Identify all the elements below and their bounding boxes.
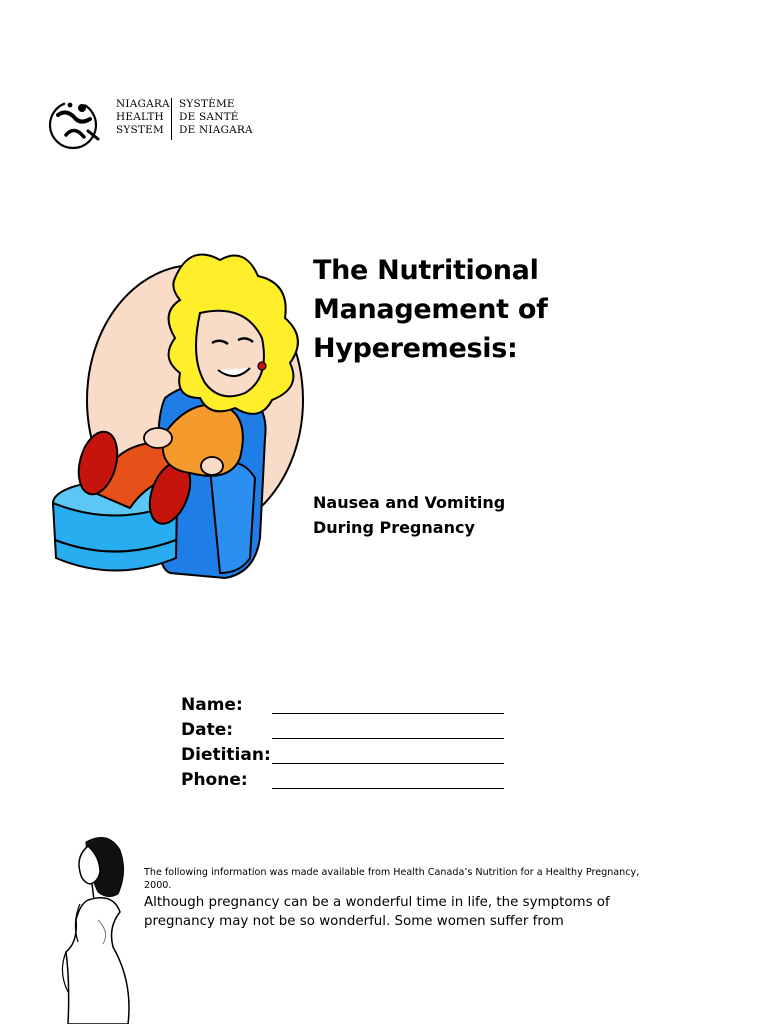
logo-line: DE SANTÉ [179, 111, 239, 123]
dietitian-field[interactable] [272, 763, 504, 764]
title-line: Management of [313, 294, 548, 325]
title-line: Hyperemesis: [313, 333, 518, 364]
logo-line: HEALTH [116, 111, 164, 123]
subtitle-line: Nausea and Vomiting [313, 493, 506, 512]
source-note: The following information was made available from Health Canada’s Nutrition for a Healthy Pregnancy, 2000. [144, 867, 640, 891]
body-paragraph: Although pregnancy can be a wonderful time in life, the symptoms of pregnancy may not be so wonderful. Some women suffer from [144, 895, 610, 929]
name-label: Name: [181, 695, 243, 715]
logo-text-english [116, 98, 170, 137]
logo-line: DE NIAGARA [179, 124, 253, 136]
logo-divider [171, 98, 172, 140]
phone-field[interactable] [272, 788, 504, 789]
title-line: The Nutritional [313, 255, 539, 286]
date-field[interactable] [272, 738, 504, 739]
pregnant-woman-profile-illustration [58, 832, 138, 1024]
logo-line: SYSTÈME [179, 98, 235, 110]
subtitle-line: During Pregnancy [313, 518, 475, 537]
logo-line: NIAGARA [116, 98, 170, 110]
logo-text-french [179, 98, 253, 137]
organization-logo [44, 95, 254, 155]
dietitian-label: Dietitian: [181, 745, 271, 765]
document-title [313, 251, 548, 368]
niagara-health-logo-icon [44, 95, 106, 153]
woman-dress [66, 898, 129, 1024]
date-label: Date: [181, 720, 234, 740]
pregnant-woman-in-chair-illustration [40, 238, 310, 598]
document-subtitle [313, 490, 505, 540]
logo-line: SYSTEM [116, 124, 164, 136]
phone-label: Phone: [181, 770, 248, 790]
hand [144, 428, 172, 448]
name-field[interactable] [272, 713, 504, 714]
